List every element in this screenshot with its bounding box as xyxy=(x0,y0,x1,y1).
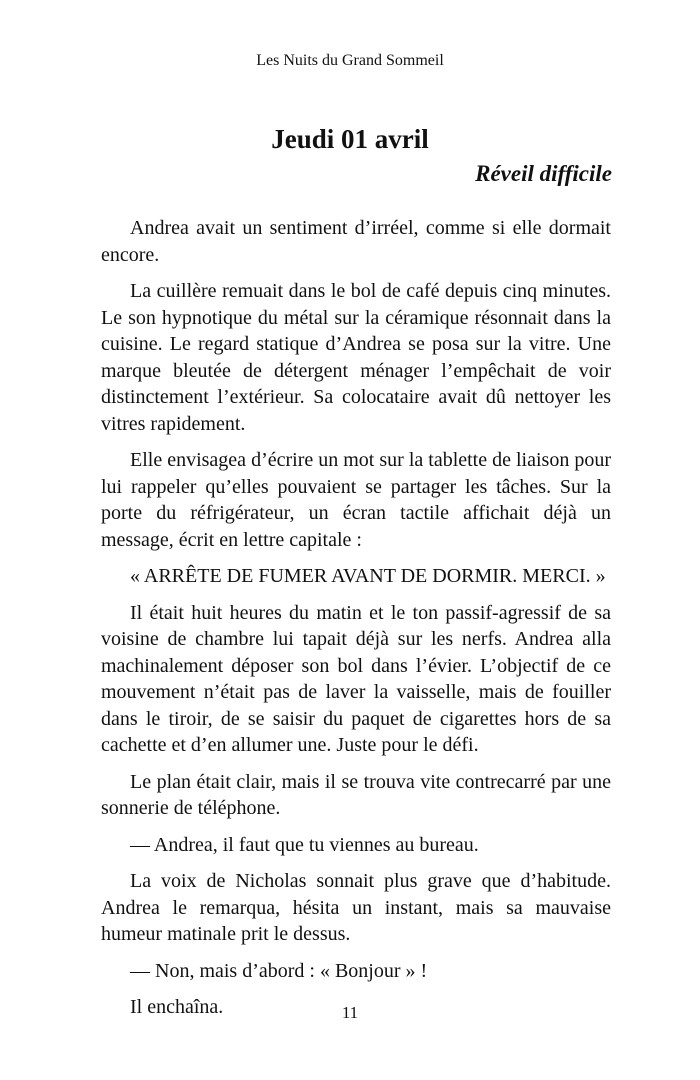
chapter-subtitle: Réveil difficile xyxy=(475,161,612,186)
paragraph: Andrea avait un sentiment d’irréel, comme si elle dormait encore. xyxy=(101,217,611,266)
paragraph: Il enchaîna. xyxy=(130,996,224,1018)
paragraph: La cuillère remuait dans le bol de café depuis cinq minutes. Le son hypnotique du métal sur la céramique résonnait dans la cuisine. Le regard statique d’Andrea se posa sur la vitre. Une marque bleutée de détergent ménager l’empêchait de voir distinctement l’extérieur. Sa colocataire avait dû nettoyer les vitres rapidement. xyxy=(101,280,611,435)
paragraph: « ARRÊTE DE FUMER AVANT DE DORMIR. MERCI. » xyxy=(130,565,606,587)
paragraph: Elle envisagea d’écrire un mot sur la tablette de liaison pour lui rappeler qu’elles pouvaient se partager les tâches. Sur la porte du réfrigérateur, un écran tactile affichait déjà un message, écrit en lettre capitale : xyxy=(101,449,611,551)
chapter-title: Jeudi 01 avril xyxy=(271,124,429,154)
paragraph: Le plan était clair, mais il se trouva vite contrecarré par une sonnerie de téléphone. xyxy=(101,770,611,819)
paragraph: — Non, mais d’abord : « Bonjour » ! xyxy=(130,959,428,982)
running-header: Les Nuits du Grand Sommeil xyxy=(256,52,444,69)
body-text xyxy=(101,215,611,1031)
paragraph: — Andrea, il faut que tu viennes au bureau. xyxy=(130,833,479,856)
paragraph: La voix de Nicholas sonnait plus grave que d’habitude. Andrea le remarqua, hésita un instant, mais sa mauvaise humeur matinale prit le dessus. xyxy=(101,870,611,945)
page-number: 11 xyxy=(341,1003,359,1022)
paragraph: Il était huit heures du matin et le ton passif-agressif de sa voisine de chambre lui tapait déjà sur les nerfs. Andrea alla machinalement déposer son bol dans l’évier. L’objectif de ce mouvement n’était pas de laver la vaisselle, mais de fouiller dans le tiroir, de se saisir du paquet de cigarettes hors de sa cachette et d’en allumer une. Juste pour le défi. xyxy=(101,601,611,756)
